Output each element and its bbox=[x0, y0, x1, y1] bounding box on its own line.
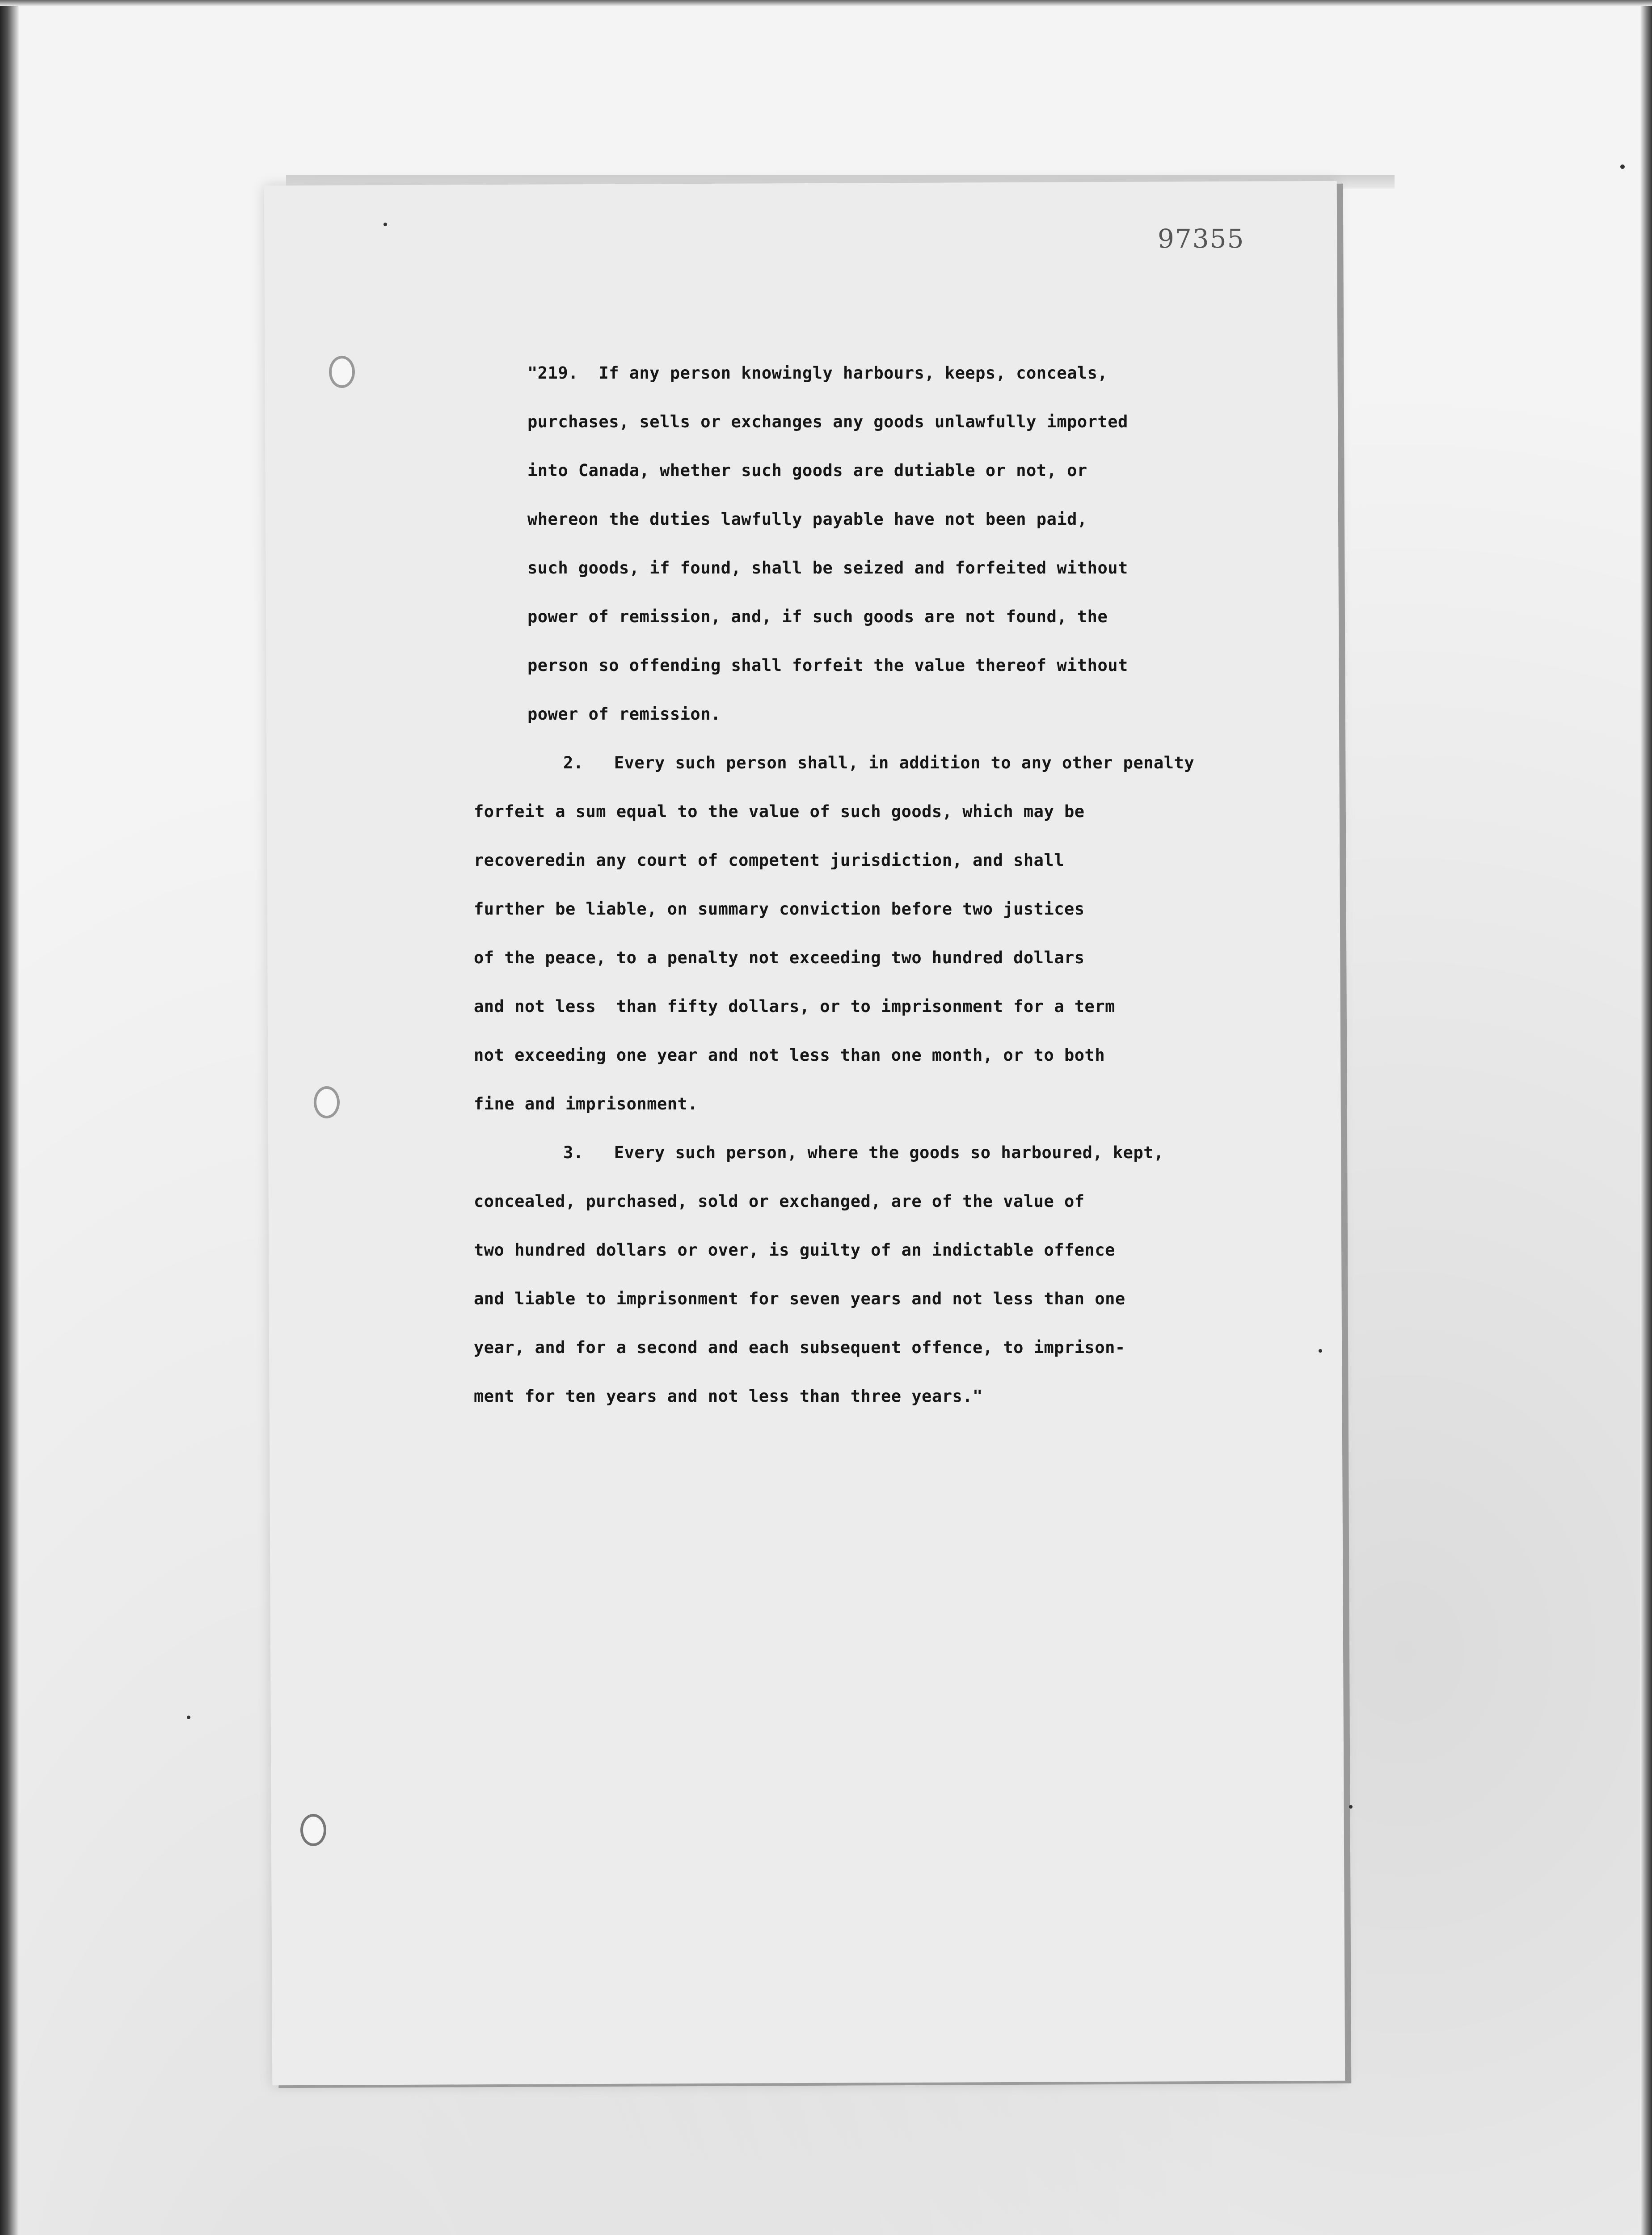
text-line: and not less than fifty dollars, or to imprisonment for a term bbox=[474, 997, 1115, 1016]
frame-edge-top bbox=[0, 0, 1652, 6]
text-line: person so offending shall forfeit the value thereof without bbox=[527, 656, 1128, 675]
text-line: forfeit a sum equal to the value of such goods, which may be bbox=[474, 802, 1085, 821]
text-line: 2. Every such person shall, in addition to any other penalty bbox=[563, 753, 1195, 772]
punch-hole bbox=[329, 356, 355, 388]
text-line: power of remission. bbox=[527, 704, 721, 724]
text-line: such goods, if found, shall be seized and forfeited without bbox=[527, 558, 1128, 578]
text-line: two hundred dollars or over, is guilty of an indictable offence bbox=[474, 1240, 1115, 1260]
text-line: further be liable, on summary conviction before two justices bbox=[474, 899, 1085, 919]
text-line: fine and imprisonment. bbox=[474, 1094, 698, 1113]
text-line: concealed, purchased, sold or exchanged, are of the value of bbox=[474, 1192, 1085, 1211]
punch-hole bbox=[300, 1814, 326, 1846]
dust-speck bbox=[384, 223, 387, 226]
text-line: ment for ten years and not less than three years." bbox=[474, 1387, 983, 1406]
text-line: power of remission, and, if such goods are not found, the bbox=[527, 607, 1108, 626]
text-line: not exceeding one year and not less than one month, or to both bbox=[474, 1046, 1105, 1065]
page-number: 97355 bbox=[1158, 224, 1245, 254]
text-line: year, and for a second and each subsequent offence, to imprison- bbox=[474, 1338, 1125, 1357]
text-line: of the peace, to a penalty not exceeding two hundred dollars bbox=[474, 948, 1085, 967]
text-line: recoveredin any court of competent jurisdiction, and shall bbox=[474, 851, 1065, 870]
text-line: "219. If any person knowingly harbours, keeps, conceals, bbox=[527, 363, 1108, 383]
text-line: 3. Every such person, where the goods so harboured, kept, bbox=[563, 1143, 1164, 1162]
typed-text-block bbox=[474, 349, 1265, 1421]
text-line: into Canada, whether such goods are dutiable or not, or bbox=[527, 461, 1087, 480]
punch-hole bbox=[314, 1086, 340, 1118]
text-line: and liable to imprisonment for seven years and not less than one bbox=[474, 1289, 1125, 1308]
dust-speck bbox=[1620, 164, 1625, 169]
frame-edge-right bbox=[1640, 0, 1652, 2235]
text-line: purchases, sells or exchanges any goods unlawfully imported bbox=[527, 412, 1128, 431]
dust-speck bbox=[187, 1716, 190, 1719]
dust-speck bbox=[1319, 1349, 1322, 1353]
text-line: whereon the duties lawfully payable have not been paid, bbox=[527, 510, 1087, 529]
dust-speck bbox=[1349, 1805, 1353, 1809]
frame-edge-left bbox=[0, 0, 19, 2235]
